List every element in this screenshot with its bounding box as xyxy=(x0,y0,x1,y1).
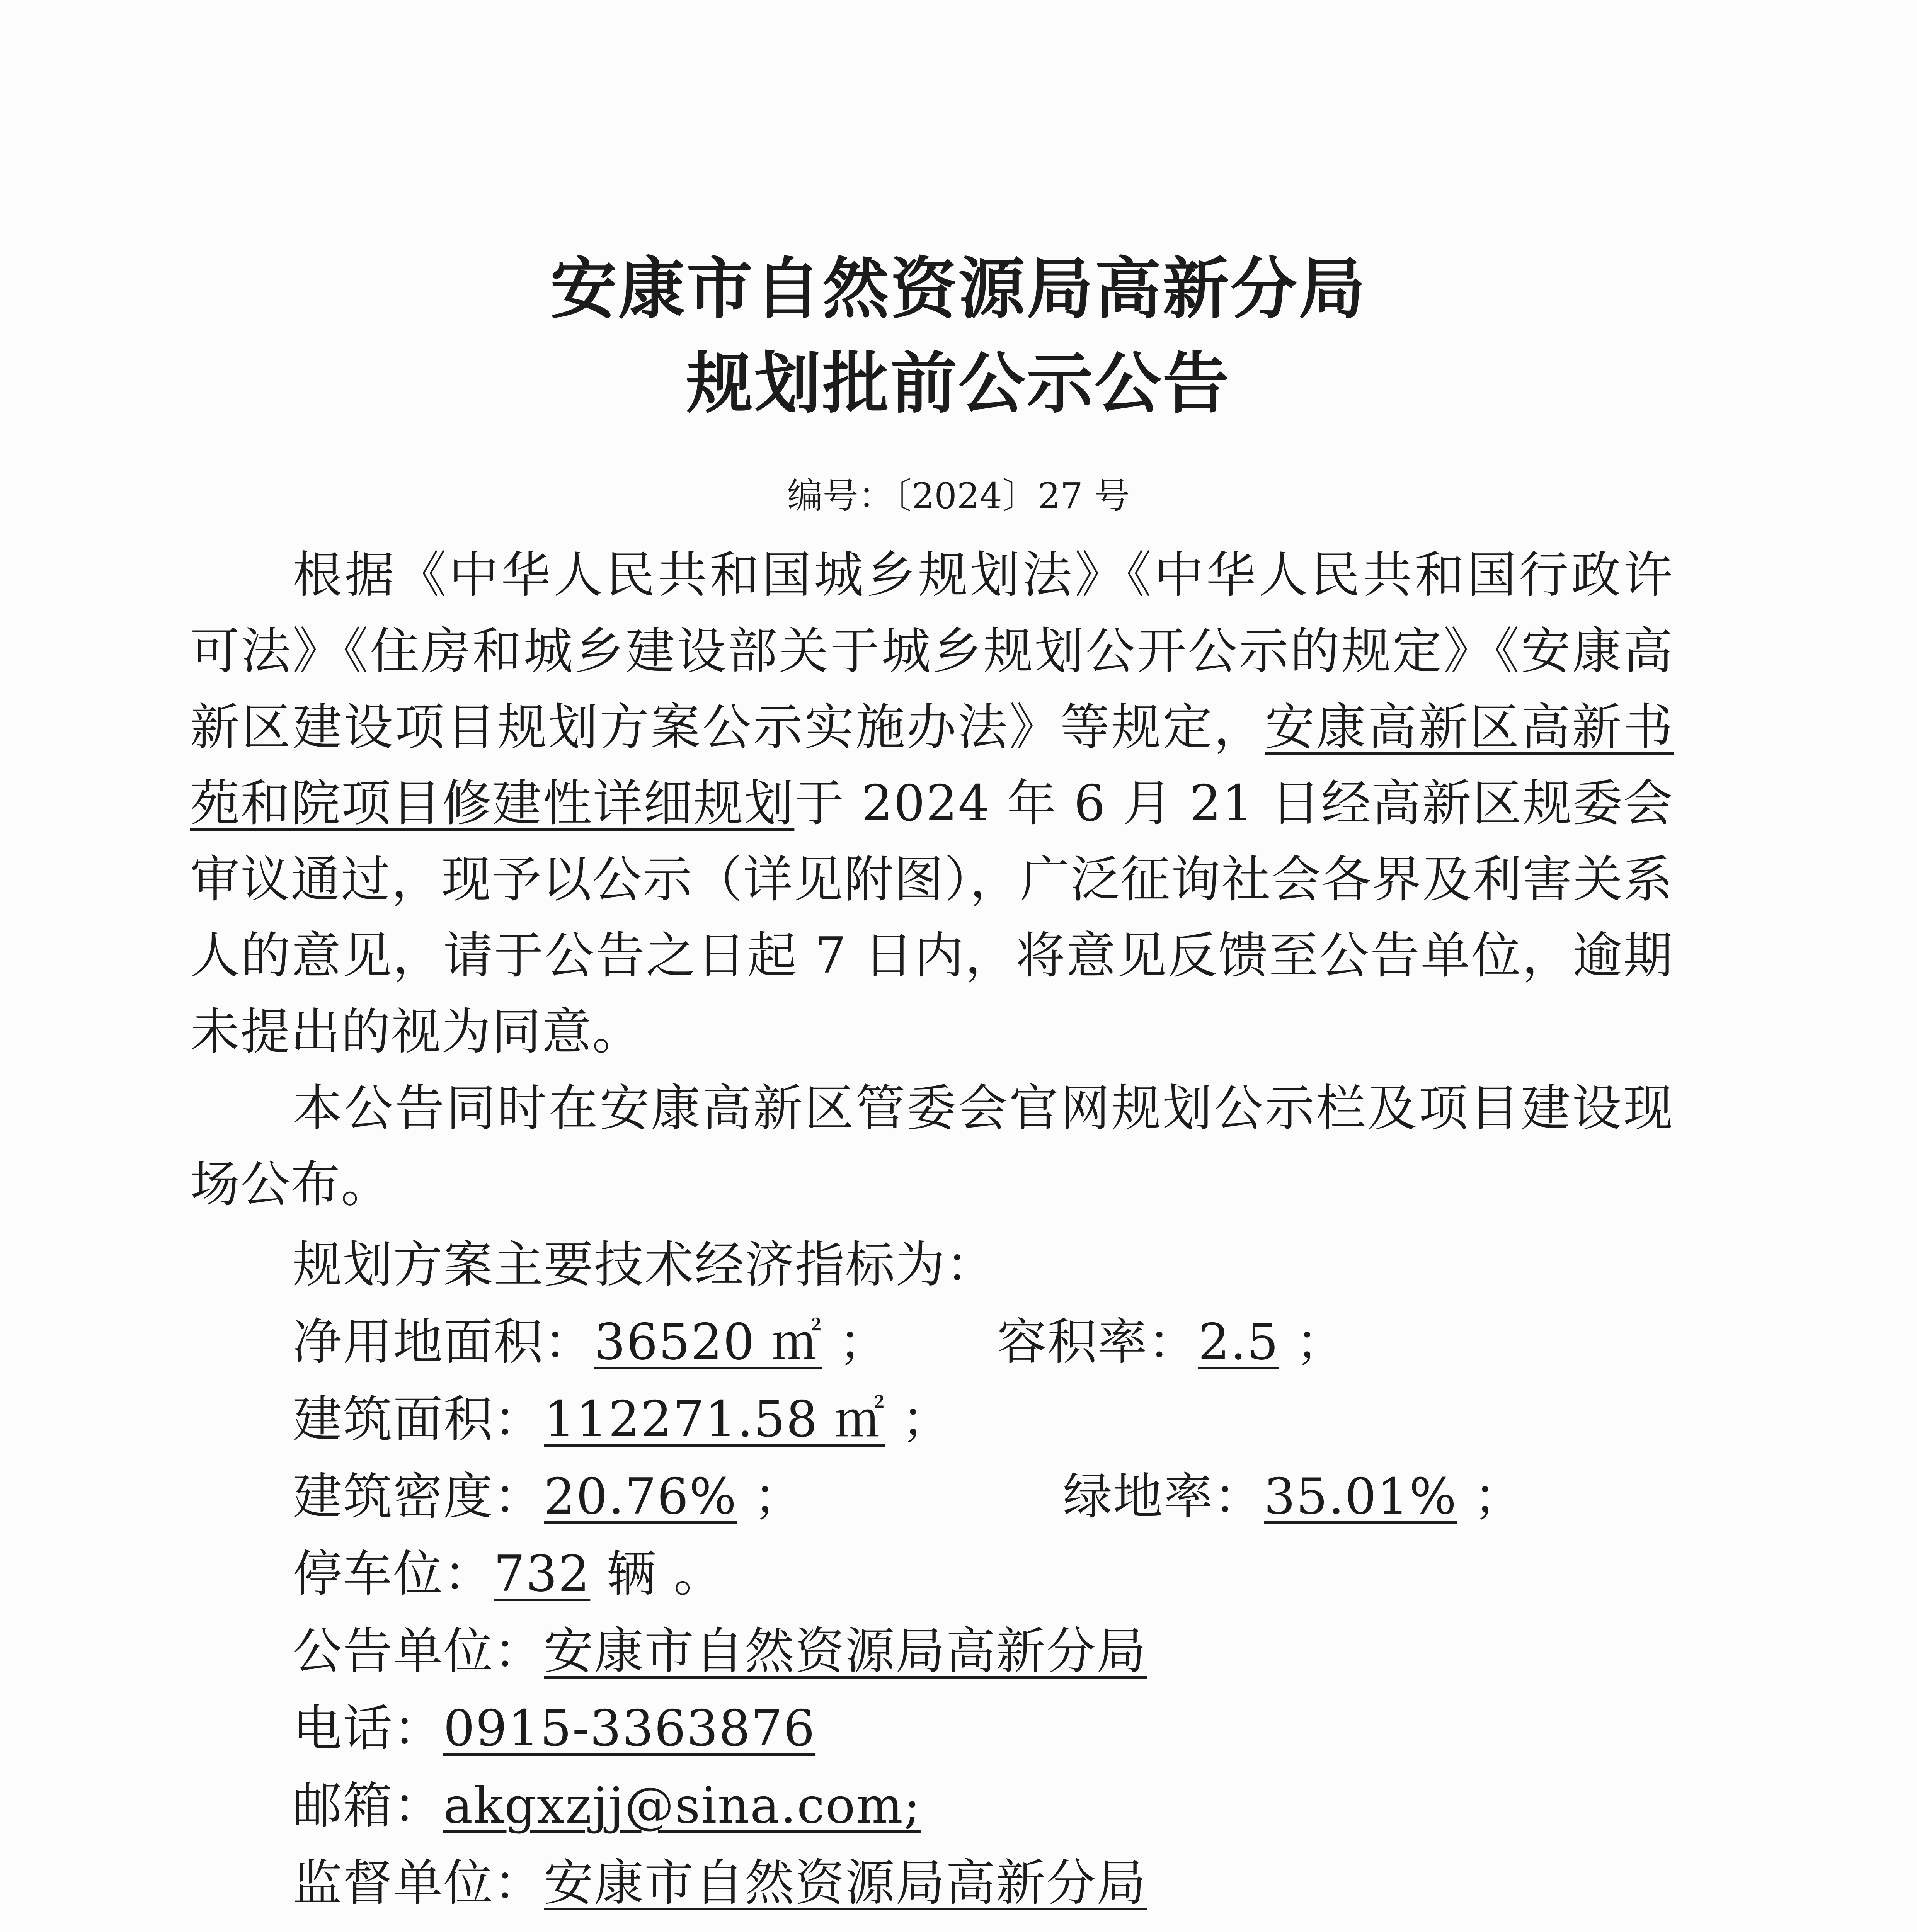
email-label: 邮箱： xyxy=(293,1777,444,1835)
paragraph-1-rest: 于 2024 年 6 月 21 日经高新区规委会审议通过，现予以公示（详见附图），广泛征询社会各界及利害关系人的意见，请于公告之日起 7 日内，将意见反馈至公告单位，逾期未提出的视为同意。 xyxy=(190,775,1674,1061)
project-name: 安康高新区高新书苑和院项目修建性详细规划 xyxy=(190,699,1674,832)
plot-ratio-value: 2.5 xyxy=(1198,1313,1279,1371)
paragraph-1-intro: 根据《中华人民共和国城乡规划法》《中华人民共和国行政许可法》《住房和城乡建设部关于城乡规划公开公示的规定》《安康高新区建设项目规划方案公示实施办法》等规定， xyxy=(190,546,1674,756)
separator: ； xyxy=(1473,1468,1524,1526)
title-line-2: 规划批前公示公告 xyxy=(686,344,1231,422)
email-value: akgxzjj@sina.com; xyxy=(443,1777,921,1835)
plot-ratio-row xyxy=(997,1302,1346,1373)
separator: ； xyxy=(1296,1313,1346,1371)
phone-row xyxy=(293,1689,815,1760)
parking-value: 732 xyxy=(494,1545,591,1603)
phone-label: 电话： xyxy=(293,1700,444,1757)
plot-ratio-label: 容积率： xyxy=(997,1313,1199,1371)
email-row xyxy=(293,1766,921,1837)
indicators-heading: 规划方案主要技术经济指标为： xyxy=(293,1236,996,1294)
parking-label: 停车位： xyxy=(293,1545,494,1603)
green-ratio-label: 绿地率： xyxy=(1063,1468,1264,1526)
announcer-row xyxy=(293,1611,1147,1682)
phone-value: 0915-3363876 xyxy=(443,1700,816,1757)
net-land-area-row xyxy=(293,1302,889,1373)
announcer-value: 安康市自然资源局高新分局 xyxy=(544,1622,1147,1680)
document-number: 编号：〔2024〕27 号 xyxy=(787,475,1130,517)
separator: ； xyxy=(901,1391,952,1448)
supervisor-row xyxy=(293,1843,1147,1914)
building-density-row xyxy=(293,1457,804,1528)
paragraph-1 xyxy=(190,537,1674,1070)
net-land-area-label: 净用地面积： xyxy=(293,1313,594,1371)
building-density-label: 建筑密度： xyxy=(293,1468,544,1526)
net-land-area-value: 36520 ㎡ xyxy=(594,1313,822,1371)
separator: ； xyxy=(838,1313,889,1371)
announcer-label: 公告单位： xyxy=(293,1622,544,1680)
title-line-1: 安康市自然资源局高新分局 xyxy=(550,249,1367,328)
green-ratio-row xyxy=(1063,1457,1524,1528)
separator: ； xyxy=(753,1468,804,1526)
floor-area-label: 建筑面积： xyxy=(293,1391,544,1448)
supervisor-label: 监督单位： xyxy=(293,1854,544,1912)
floor-area-row xyxy=(293,1379,952,1451)
green-ratio-value: 35.01% xyxy=(1264,1468,1457,1526)
floor-area-value: 112271.58 ㎡ xyxy=(544,1391,885,1448)
building-density-value: 20.76% xyxy=(544,1468,737,1526)
parking-row xyxy=(293,1534,724,1605)
parking-unit: 辆 。 xyxy=(607,1545,724,1603)
paragraph-2: 本公告同时在安康高新区管委会官网规划公示栏及项目建设现场公布。 xyxy=(190,1080,1674,1213)
supervisor-value: 安康市自然资源局高新分局 xyxy=(544,1854,1147,1912)
